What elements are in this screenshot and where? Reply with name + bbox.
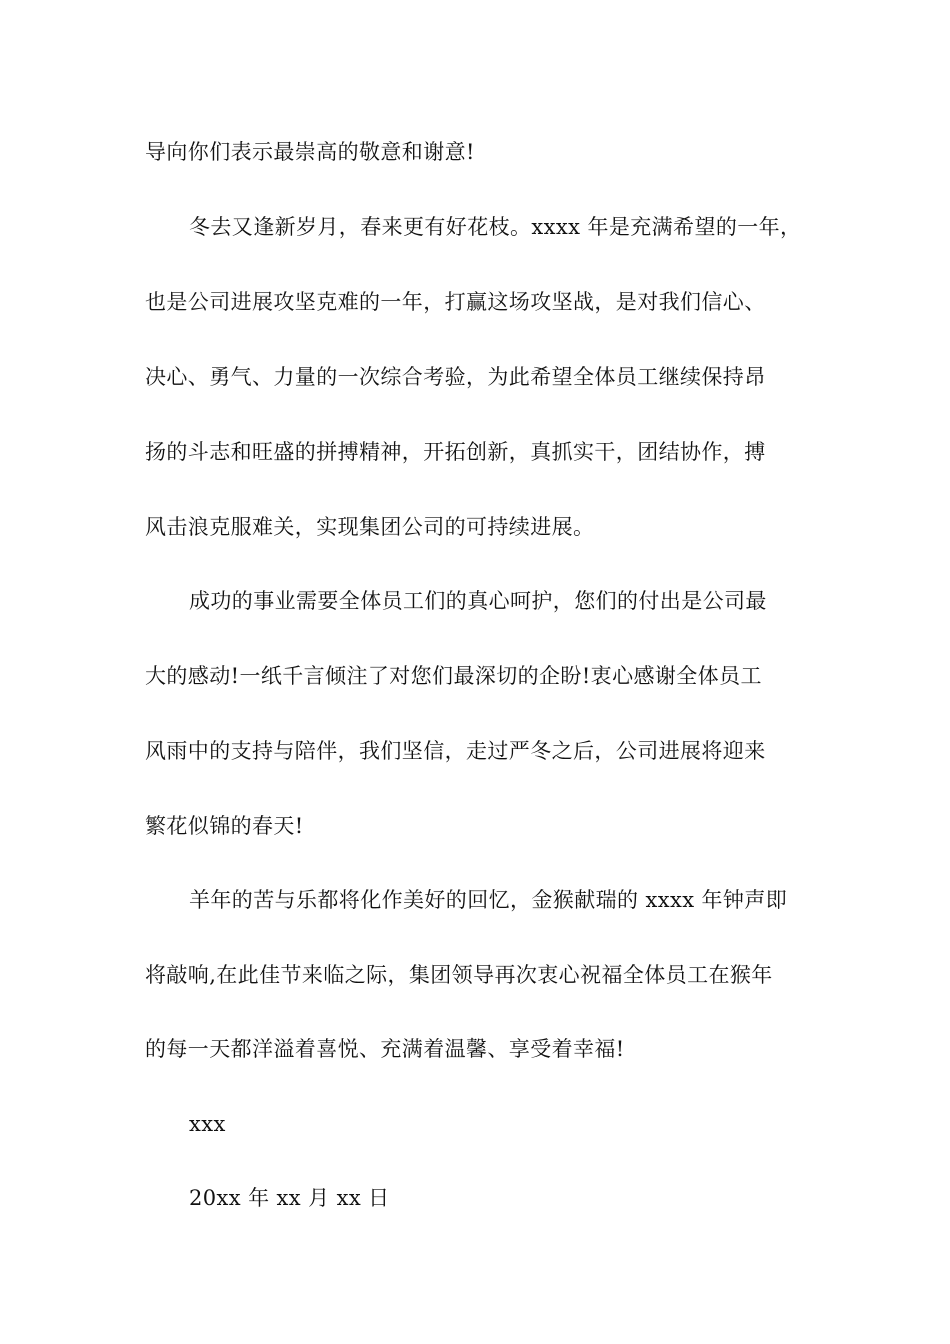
text-line-13: 的每一天都洋溢着喜悦、充满着温馨、享受着幸福! (145, 1037, 625, 1061)
text-line-6: 风击浪克服难关，实现集团公司的可持续进展。 (145, 515, 595, 539)
text-line-2: 冬去又逢新岁月，春来更有好花枝。xxxx 年是充满希望的一年， (189, 215, 802, 239)
text-line-12: 将敲响,在此佳节来临之际，集团领导再次衷心祝福全体员工在猴年 (145, 963, 773, 987)
signature-name: xxx (189, 1112, 226, 1136)
text-line-9: 风雨中的支持与陪伴，我们坚信，走过严冬之后，公司进展将迎来 (145, 739, 766, 763)
text-line-7: 成功的事业需要全体员工们的真心呵护，您们的付出是公司最 (189, 589, 767, 613)
text-line-5: 扬的斗志和旺盛的拼搏精神，开拓创新，真抓实干，团结协作，搏 (145, 440, 766, 464)
text-line-4: 决心、勇气、力量的一次综合考验，为此希望全体员工继续保持昂 (145, 365, 766, 389)
text-line-10: 繁花似锦的春天! (145, 814, 304, 838)
text-line-1: 导向你们表示最崇高的敬意和谢意! (145, 140, 475, 164)
signature-date: 20xx 年 xx 月 xx 日 (189, 1186, 390, 1210)
text-line-3: 也是公司进展攻坚克难的一年，打赢这场攻坚战，是对我们信心、 (145, 290, 766, 314)
text-line-11: 羊年的苦与乐都将化作美好的回忆，金猴献瑞的 xxxx 年钟声即 (189, 888, 788, 912)
text-line-8: 大的感动!一纸千言倾注了对您们最深切的企盼!衷心感谢全体员工 (145, 664, 762, 688)
